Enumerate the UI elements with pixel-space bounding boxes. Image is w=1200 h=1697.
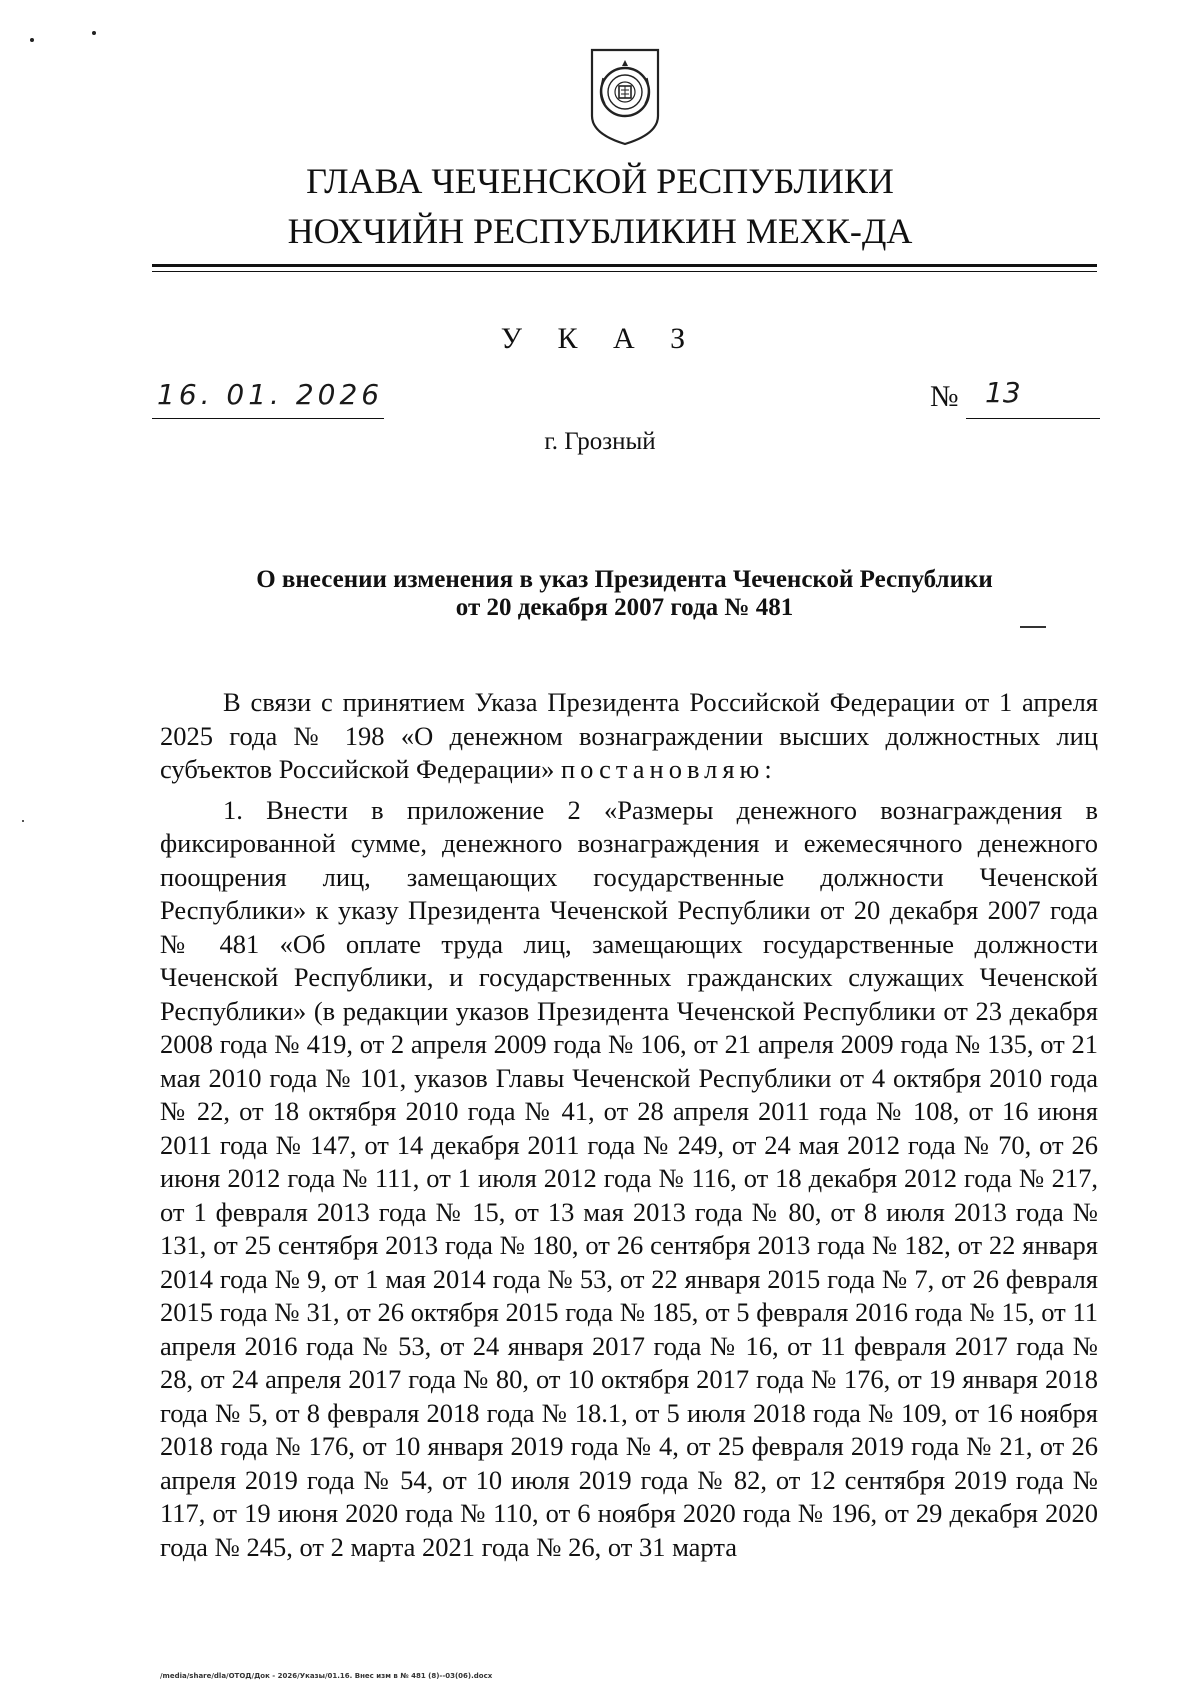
decree-date: 16. 01. 2026 <box>157 378 384 411</box>
header-divider-thin <box>152 271 1097 272</box>
issuer-title-chechen: НОХЧИЙН РЕСПУБЛИКИН МЕХК-ДА <box>287 211 913 251</box>
preamble-text: В связи с принятием Указа Президента Российской Федерации от 1 апреля 2025 года № 198 «О денежном вознаграждении высших должностных лиц субъектов Российской Федерации» <box>160 687 1098 784</box>
preamble-paragraph <box>160 686 1098 787</box>
scan-speck <box>92 31 96 35</box>
subject-line-1: О внесении изменения в указ Президента Чеченской Республики <box>256 566 993 593</box>
number-underline <box>966 418 1100 419</box>
decree-number: 13 <box>985 376 1021 409</box>
preamble-verb: постановляю: <box>561 754 777 784</box>
file-path-footer: /media/share/dla/ОТОД/Док - 2026/Указы/01.16. Внес изм в № 481 (8)--03(06).docx <box>160 1672 493 1680</box>
issue-city: г. Грозный <box>544 428 656 455</box>
coat-of-arms-emblem-icon <box>588 46 662 148</box>
item-1-paragraph: 1. Внести в приложение 2 «Размеры денежного вознаграждения в фиксированной сумме, денежного вознаграждения и ежемесячного денежного поощрения лиц, замещающих государственные должности Чеченской Республики» к указу Президента Чеченской Республики от 20 декабря 2007 года № 481 «Об оплате труда лиц, замещающих государственные должности Чеченской Республики, и государственных гражданских служащих Чеченской Республики» (в редакции указов Президента Чеченской Республики от 23 декабря 2008 года № 419, от 2 апреля 2009 года № 106, от 21 апреля 2009 года № 135, от 21 мая 2010 года № 101, указов Главы Чеченской Республики от 4 октября 2010 года № 22, от 18 октября 2010 года № 41, от 28 апреля 2011 года № 108, от 16 июня 2011 года № 147, от 14 декабря 2011 года № 249, от 24 мая 2012 года № 70, от 26 июня 2012 года № 111, от 1 июля 2012 года № 116, от 18 декабря 2012 года № 217, от 1 февраля 2013 года № 15, от 13 мая 2013 года № 80, от 8 июля 2013 года № 131, от 25 сентября 2013 года № 180, от 26 сентября 2013 года № 182, от 22 января 2014 года № 9, от 1 мая 2014 года № 53, от 22 января 2015 года № 7, от 26 февраля 2015 года № 31, от 26 октября 2015 года № 185, от 5 февраля 2016 года № 15, от 11 апреля 2016 года № 53, от 24 января 2017 года № 16, от 11 февраля 2017 года № 28, от 24 апреля 2017 года № 80, от 10 октября 2017 года № 176, от 19 января 2018 года № 5, от 8 февраля 2018 года № 18.1, от 5 июля 2018 года № 109, от 16 ноября 2018 года № 176, от 10 января 2019 года № 4, от 25 февраля 2019 года № 21, от 26 апреля 2019 года № 54, от 10 июля 2019 года № 82, от 12 сентября 2019 года № 117, от 19 июня 2020 года № 110, от 6 ноября 2020 года № 196, от 29 декабря 2020 года № 245, от 2 марта 2021 года № 26, от 31 марта <box>160 794 1098 1562</box>
scan-speck <box>30 38 34 42</box>
decree-body <box>160 686 1098 1564</box>
scan-speck <box>22 820 24 822</box>
date-underline <box>152 418 384 419</box>
issuer-title-russian: ГЛАВА ЧЕЧЕНСКОЙ РЕСПУБЛИКИ <box>306 161 894 201</box>
document-type: У К А З <box>500 322 700 355</box>
header-divider-thick <box>152 264 1097 267</box>
decree-subject <box>152 566 1097 622</box>
number-sign: № <box>930 380 959 413</box>
subject-line-2: от 20 декабря 2007 года № 481 <box>455 594 794 621</box>
scan-mark <box>1020 626 1046 628</box>
